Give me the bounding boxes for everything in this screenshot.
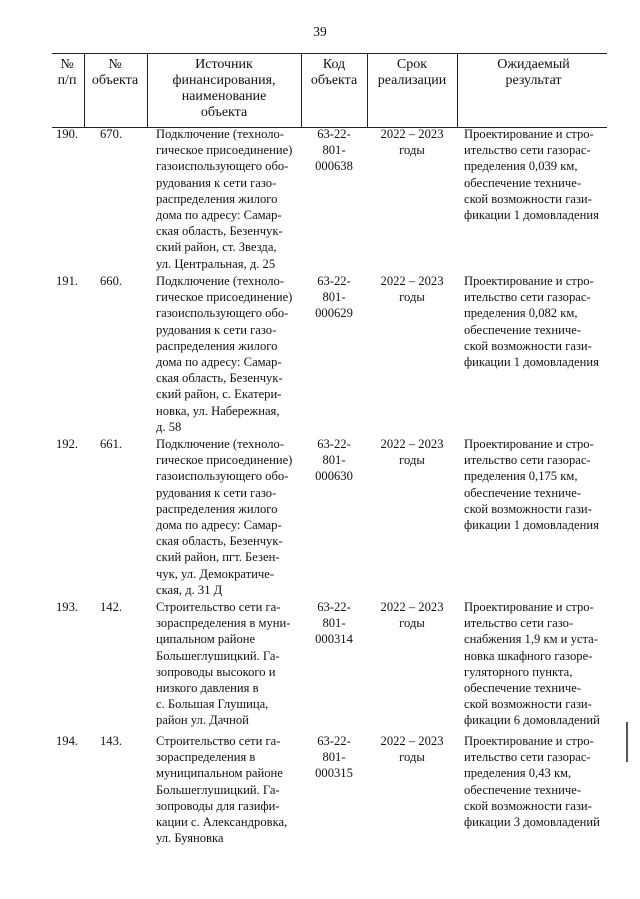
row-code: 63-22- 801- 000638 — [315, 127, 353, 174]
row-source: Подключение (техноло- гическое присоединение) газоиспользующего обо- рудования к сети газо- распределения жилого дома по адресу: Самар- ская область, Безенчук- ский район, с. Екатери- новка, ул. Набережная, д. 58 — [156, 274, 293, 434]
row-code: 63-22- 801- 000315 — [315, 734, 353, 781]
header-divider — [301, 54, 302, 127]
row-source: Строительство сети га- зораспределения в муни- ципальном районе Большеглушицкий. Га- зопроводы высокого и низкого давления в с. Большая Глушица, район ул. Дачной — [156, 600, 291, 728]
row-object: 142. — [100, 600, 123, 614]
row-term: 2022 – 2023 годы — [380, 127, 444, 158]
row-code: 63-22- 801- 000629 — [315, 274, 353, 321]
header-object: № объекта — [91, 57, 139, 88]
row-result: Проектирование и стро- ительство сети газорас- пределения 0,039 км, обеспечение техниче- ской возможности гази- фикации 1 домовладения — [464, 127, 599, 223]
header-divider — [147, 54, 148, 127]
row-code: 63-22- 801- 000630 — [315, 437, 353, 484]
scan-edge-mark — [626, 722, 628, 762]
header-divider — [84, 54, 85, 127]
row-num: 190. — [56, 127, 79, 141]
row-num: 194. — [56, 734, 79, 748]
header-num: № п/п — [57, 57, 77, 88]
page-number: 39 — [313, 24, 327, 39]
row-object: 660. — [100, 274, 123, 288]
header-divider — [367, 54, 368, 127]
row-source: Строительство сети га- зораспределения в муниципальном районе Большеглушицкий. Га- зопроводы для газифи- кации с. Александровка, ул. Буяновка — [156, 734, 288, 846]
row-term: 2022 – 2023 годы — [380, 437, 444, 468]
row-num: 193. — [56, 600, 79, 614]
row-object: 661. — [100, 437, 123, 451]
header-term: Срок реализации — [377, 57, 447, 88]
row-result: Проектирование и стро- ительство сети газо- снабжения 1,9 км и уста- новка шкафного газоре- гуляторного пункта, обеспечение техниче- ской возможности гази- фикации 6 домовладений — [464, 600, 600, 728]
row-object: 143. — [100, 734, 123, 748]
table-header — [52, 53, 607, 128]
row-num: 191. — [56, 274, 79, 288]
header-result: Ожидаемый результат — [497, 57, 570, 88]
row-code: 63-22- 801- 000314 — [315, 600, 353, 647]
header-source: Источник финансирования, наименование объекта — [172, 57, 276, 120]
row-num: 192. — [56, 437, 79, 451]
row-result: Проектирование и стро- ительство сети газорас- пределения 0,082 км, обеспечение техниче- ской возможности гази- фикации 1 домовладения — [464, 274, 599, 370]
row-source: Подключение (техноло- гическое присоединение) газоиспользующего обо- рудования к сети газо- распределения жилого дома по адресу: Самар- ская область, Безенчук- ский район, пгт. Безен- чук, ул. Демократиче- ская, д. 31 Д — [156, 437, 293, 597]
row-term: 2022 – 2023 годы — [380, 274, 444, 305]
header-divider — [457, 54, 458, 127]
program-table — [52, 53, 607, 846]
row-object: 670. — [100, 127, 123, 141]
row-result: Проектирование и стро- ительство сети газорас- пределения 0,175 км, обеспечение техниче- ской возможности гази- фикации 1 домовладения — [464, 437, 599, 533]
row-term: 2022 – 2023 годы — [380, 600, 444, 631]
header-code: Код объекта — [310, 57, 358, 88]
row-result: Проектирование и стро- ительство сети газорас- пределения 0,43 км, обеспечение техниче- ской возможности гази- фикации 3 домовладений — [464, 734, 600, 830]
row-source: Подключение (техноло- гическое присоединение) газоиспользующего обо- рудования к сети газо- распределения жилого дома по адресу: Самар- ская область, Безенчук- ский район, ст. Звезда, ул. Центральная, д. 25 — [156, 127, 293, 271]
row-term: 2022 – 2023 годы — [380, 734, 444, 765]
